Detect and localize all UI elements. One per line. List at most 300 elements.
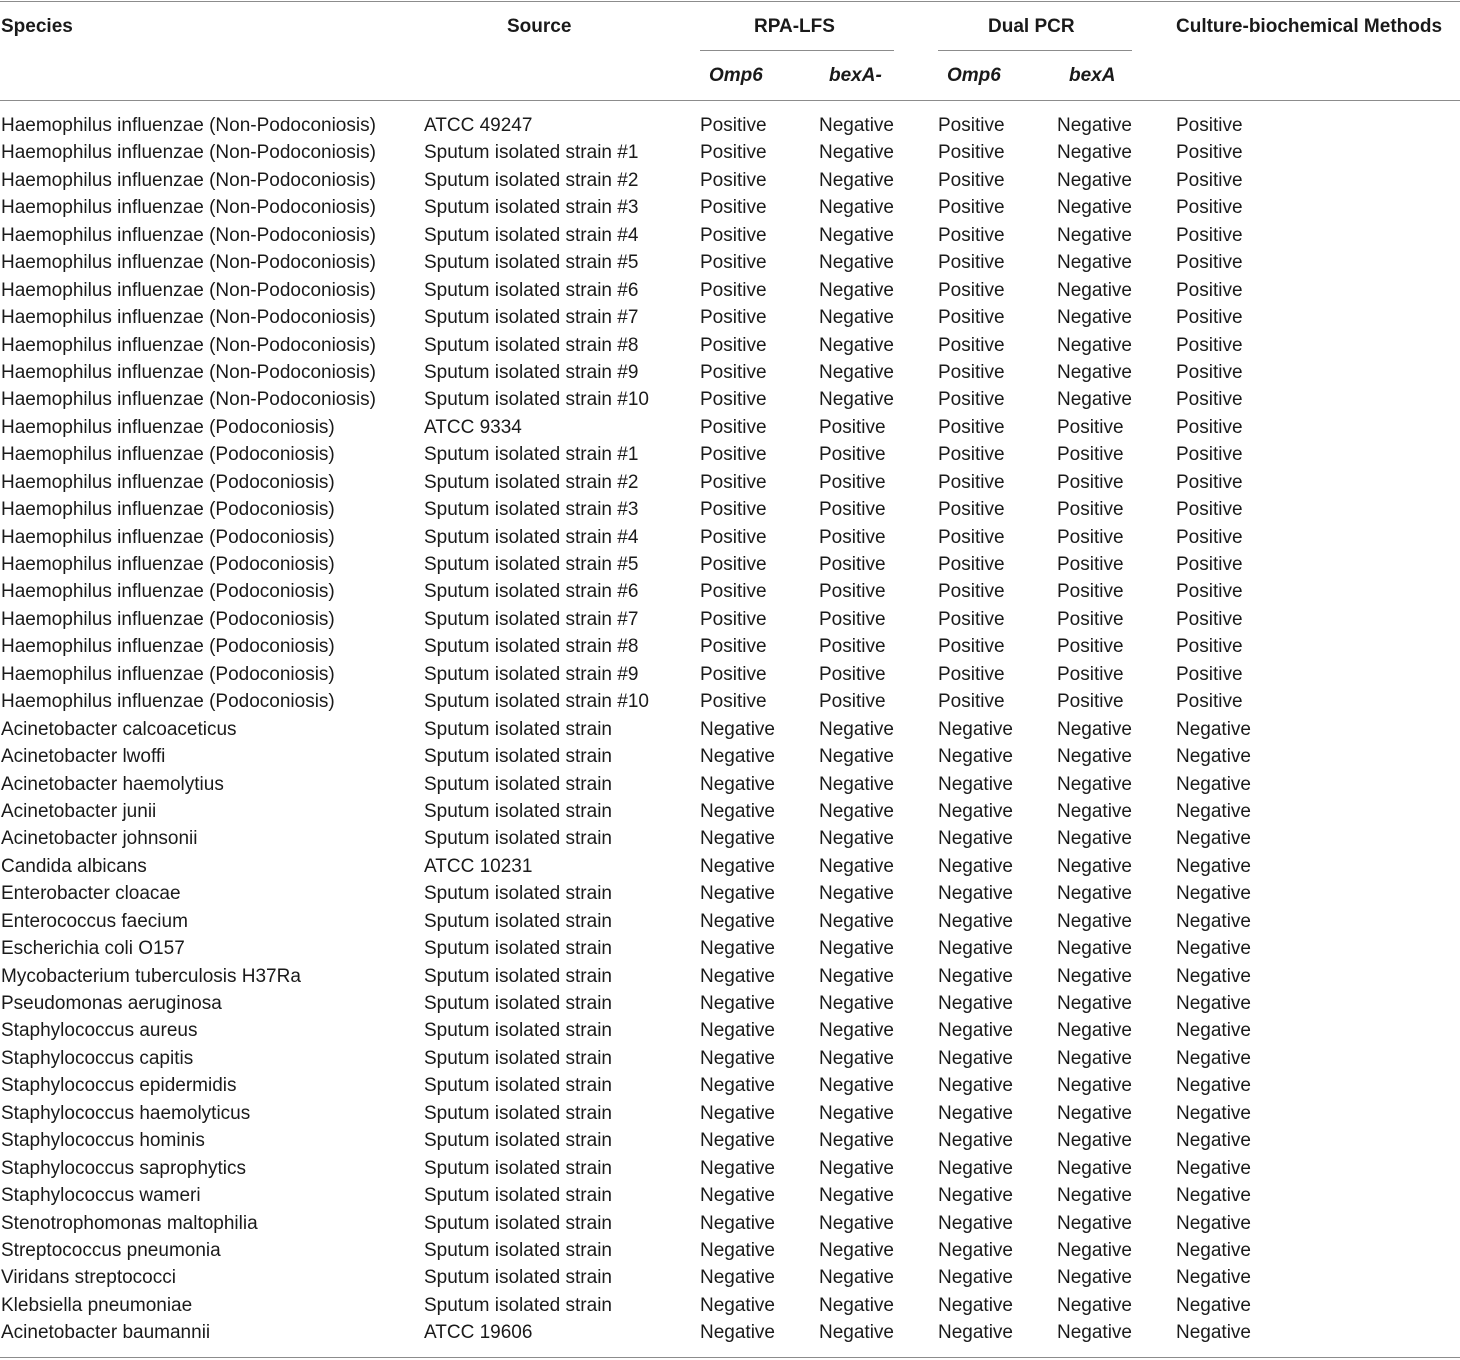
table-row [0, 825, 1460, 852]
cell-source: Sputum isolated strain [424, 746, 612, 768]
cell-rpa-bexa: Negative [819, 1130, 894, 1152]
cell-species: Staphylococcus hominis [1, 1130, 205, 1152]
cell-source: Sputum isolated strain [424, 965, 612, 987]
table-row [0, 1210, 1460, 1237]
cell-pcr-bexa: Negative [1057, 307, 1132, 329]
header-pcr-omp6: Omp6 [947, 65, 1001, 86]
cell-source: Sputum isolated strain #9 [424, 361, 639, 383]
cell-pcr-omp6: Negative [938, 1239, 1013, 1261]
cell-pcr-omp6: Positive [938, 444, 1005, 466]
cell-rpa-omp6: Negative [700, 800, 775, 822]
table-row [0, 386, 1460, 413]
table-row [0, 606, 1460, 633]
cell-pcr-omp6: Positive [938, 197, 1005, 219]
cell-rpa-omp6: Negative [700, 1212, 775, 1234]
cell-rpa-omp6: Positive [700, 224, 767, 246]
cell-species: Enterococcus faecium [1, 910, 188, 932]
cell-rpa-bexa: Positive [819, 499, 886, 521]
cell-pcr-bexa: Positive [1057, 444, 1124, 466]
header-species: Species [1, 16, 73, 37]
cell-rpa-omp6: Negative [700, 1130, 775, 1152]
cell-species: Staphylococcus saprophytics [1, 1157, 247, 1179]
cell-source: Sputum isolated strain #5 [424, 252, 639, 274]
rpa-lfs-group-rule [700, 50, 894, 51]
table-row [0, 935, 1460, 962]
cell-species: Haemophilus influenzae (Podoconiosis) [1, 471, 335, 493]
cell-culture: Negative [1176, 965, 1251, 987]
cell-source: Sputum isolated strain [424, 1267, 612, 1289]
table-row [0, 578, 1460, 605]
cell-rpa-bexa: Positive [819, 526, 886, 548]
cell-rpa-bexa: Negative [819, 279, 894, 301]
cell-pcr-omp6: Negative [938, 1130, 1013, 1152]
cell-species: Haemophilus influenzae (Podoconiosis) [1, 691, 335, 713]
table-row [0, 771, 1460, 798]
cell-species: Streptococcus pneumonia [1, 1239, 221, 1261]
cell-pcr-omp6: Negative [938, 1267, 1013, 1289]
cell-species: Haemophilus influenzae (Non-Podoconiosis) [1, 252, 376, 274]
table-row [0, 524, 1460, 551]
cell-rpa-omp6: Positive [700, 444, 767, 466]
cell-rpa-omp6: Positive [700, 197, 767, 219]
cell-rpa-bexa: Negative [819, 938, 894, 960]
cell-source: Sputum isolated strain #2 [424, 471, 639, 493]
cell-species: Haemophilus influenzae (Non-Podoconiosis) [1, 389, 376, 411]
cell-source: Sputum isolated strain [424, 1020, 612, 1042]
cell-species: Acinetobacter lwoffi [1, 746, 166, 768]
table-row [0, 414, 1460, 441]
cell-species: Haemophilus influenzae (Non-Podoconiosis) [1, 115, 376, 136]
cell-rpa-omp6: Negative [700, 965, 775, 987]
cell-pcr-bexa: Positive [1057, 636, 1124, 658]
cell-culture: Negative [1176, 883, 1251, 905]
cell-culture: Negative [1176, 910, 1251, 932]
cell-pcr-bexa: Negative [1057, 993, 1132, 1014]
cell-rpa-bexa: Negative [819, 1322, 894, 1344]
cell-pcr-bexa: Positive [1057, 526, 1124, 548]
cell-species: Haemophilus influenzae (Non-Podoconiosis) [1, 224, 376, 246]
cell-rpa-bexa: Positive [819, 691, 886, 713]
cell-source: Sputum isolated strain #4 [424, 526, 639, 548]
cell-source: Sputum isolated strain #1 [424, 444, 639, 466]
cell-species: Stenotrophomonas maltophilia [1, 1212, 258, 1234]
cell-rpa-bexa: Negative [819, 1047, 894, 1069]
header-rpa-bexa: bexA- [829, 65, 882, 86]
cell-culture: Positive [1176, 416, 1243, 438]
table-row [0, 1017, 1460, 1044]
cell-pcr-omp6: Negative [938, 1185, 1013, 1207]
cell-source: Sputum isolated strain [424, 1130, 612, 1152]
cell-source: Sputum isolated strain #6 [424, 581, 639, 603]
cell-source: Sputum isolated strain [424, 1075, 612, 1097]
table-row [0, 304, 1460, 331]
cell-source: Sputum isolated strain [424, 910, 612, 932]
table-row [0, 1155, 1460, 1182]
cell-pcr-omp6: Negative [938, 1102, 1013, 1124]
cell-source: Sputum isolated strain [424, 1294, 612, 1316]
cell-pcr-bexa: Negative [1057, 1185, 1132, 1207]
cell-pcr-omp6: Positive [938, 499, 1005, 521]
header-dual-pcr: Dual PCR [988, 16, 1075, 37]
cell-pcr-omp6: Negative [938, 718, 1013, 740]
cell-culture: Positive [1176, 142, 1243, 164]
cell-pcr-bexa: Negative [1057, 1130, 1132, 1152]
table-header-rule [0, 100, 1460, 101]
cell-rpa-omp6: Negative [700, 828, 775, 850]
cell-species: Pseudomonas aeruginosa [1, 993, 222, 1014]
cell-rpa-bexa: Negative [819, 993, 894, 1014]
cell-rpa-bexa: Negative [819, 1294, 894, 1316]
cell-pcr-omp6: Positive [938, 608, 1005, 630]
cell-pcr-bexa: Positive [1057, 581, 1124, 603]
header-pcr-bexa: bexA [1069, 65, 1116, 86]
table-row [0, 688, 1460, 715]
cell-pcr-omp6: Negative [938, 1047, 1013, 1069]
cell-rpa-omp6: Negative [700, 1157, 775, 1179]
cell-species: Haemophilus influenzae (Podoconiosis) [1, 636, 335, 658]
cell-pcr-omp6: Negative [938, 1294, 1013, 1316]
cell-culture: Negative [1176, 1075, 1251, 1097]
cell-species: Staphylococcus epidermidis [1, 1075, 237, 1097]
cell-species: Haemophilus influenzae (Podoconiosis) [1, 499, 335, 521]
cell-culture: Negative [1176, 993, 1251, 1014]
cell-culture: Positive [1176, 252, 1243, 274]
cell-pcr-bexa: Negative [1057, 334, 1132, 356]
cell-species: Staphylococcus aureus [1, 1020, 198, 1042]
cell-rpa-bexa: Negative [819, 334, 894, 356]
cell-pcr-bexa: Negative [1057, 1020, 1132, 1042]
table-row [0, 853, 1460, 880]
cell-pcr-omp6: Negative [938, 828, 1013, 850]
cell-culture: Positive [1176, 471, 1243, 493]
cell-species: Candida albicans [1, 855, 147, 877]
dual-pcr-group-rule [938, 50, 1132, 51]
cell-rpa-bexa: Negative [819, 142, 894, 164]
cell-species: Acinetobacter johnsonii [1, 828, 198, 850]
cell-rpa-omp6: Positive [700, 389, 767, 411]
cell-pcr-omp6: Negative [938, 773, 1013, 795]
cell-pcr-bexa: Negative [1057, 142, 1132, 164]
cell-rpa-omp6: Negative [700, 1267, 775, 1289]
cell-source: Sputum isolated strain [424, 1102, 612, 1124]
cell-species: Acinetobacter haemolytius [1, 773, 224, 795]
cell-rpa-bexa: Negative [819, 965, 894, 987]
table-row [0, 1292, 1460, 1319]
cell-culture: Positive [1176, 307, 1243, 329]
cell-pcr-bexa: Negative [1057, 1239, 1132, 1261]
cell-rpa-bexa: Negative [819, 1239, 894, 1261]
cell-pcr-omp6: Positive [938, 581, 1005, 603]
cell-species: Acinetobacter baumannii [1, 1322, 211, 1344]
table-row [0, 963, 1460, 990]
cell-species: Viridans streptococci [1, 1267, 176, 1289]
cell-pcr-bexa: Negative [1057, 1075, 1132, 1097]
cell-source: Sputum isolated strain #3 [424, 197, 639, 219]
cell-pcr-omp6: Positive [938, 169, 1005, 191]
cell-pcr-omp6: Negative [938, 938, 1013, 960]
header-source: Source [507, 16, 572, 37]
header-rpa-omp6: Omp6 [709, 65, 763, 86]
cell-rpa-omp6: Positive [700, 252, 767, 274]
cell-pcr-omp6: Positive [938, 115, 1005, 136]
table-row [0, 1127, 1460, 1154]
cell-rpa-bexa: Negative [819, 1157, 894, 1179]
cell-species: Haemophilus influenzae (Podoconiosis) [1, 526, 335, 548]
table-row [0, 1264, 1460, 1291]
cell-culture: Positive [1176, 608, 1243, 630]
header-rpa-lfs: RPA-LFS [754, 16, 835, 37]
cell-pcr-omp6: Positive [938, 416, 1005, 438]
cell-rpa-omp6: Positive [700, 361, 767, 383]
cell-rpa-omp6: Negative [700, 855, 775, 877]
cell-pcr-bexa: Negative [1057, 883, 1132, 905]
cell-culture: Negative [1176, 1020, 1251, 1042]
cell-pcr-bexa: Negative [1057, 1047, 1132, 1069]
cell-pcr-omp6: Positive [938, 142, 1005, 164]
cell-species: Haemophilus influenzae (Non-Podoconiosis) [1, 307, 376, 329]
cell-rpa-bexa: Negative [819, 224, 894, 246]
cell-source: Sputum isolated strain #10 [424, 389, 649, 411]
cell-culture: Positive [1176, 444, 1243, 466]
cell-source: Sputum isolated strain [424, 828, 612, 850]
cell-source: Sputum isolated strain #6 [424, 279, 639, 301]
cell-rpa-bexa: Negative [819, 1020, 894, 1042]
cell-rpa-omp6: Positive [700, 691, 767, 713]
cell-source: Sputum isolated strain [424, 1212, 612, 1234]
cell-pcr-bexa: Negative [1057, 1212, 1132, 1234]
cell-species: Mycobacterium tuberculosis H37Ra [1, 965, 301, 987]
cell-rpa-omp6: Negative [700, 746, 775, 768]
cell-pcr-omp6: Negative [938, 1322, 1013, 1344]
cell-source: Sputum isolated strain #7 [424, 608, 639, 630]
cell-source: Sputum isolated strain #9 [424, 663, 639, 685]
cell-source: Sputum isolated strain [424, 1185, 612, 1207]
table-row [0, 1319, 1460, 1346]
table-row [0, 880, 1460, 907]
cell-source: Sputum isolated strain [424, 1047, 612, 1069]
cell-rpa-bexa: Negative [819, 773, 894, 795]
cell-rpa-omp6: Positive [700, 526, 767, 548]
cell-culture: Negative [1176, 773, 1251, 795]
cell-pcr-omp6: Negative [938, 855, 1013, 877]
cell-pcr-bexa: Negative [1057, 1294, 1132, 1316]
cell-culture: Negative [1176, 855, 1251, 877]
cell-source: ATCC 49247 [424, 115, 533, 136]
cell-pcr-bexa: Positive [1057, 663, 1124, 685]
cell-culture: Negative [1176, 1322, 1251, 1344]
cell-pcr-bexa: Negative [1057, 169, 1132, 191]
cell-pcr-bexa: Negative [1057, 115, 1132, 136]
table-row [0, 633, 1460, 660]
cell-species: Haemophilus influenzae (Podoconiosis) [1, 581, 335, 603]
cell-pcr-bexa: Negative [1057, 773, 1132, 795]
table-row [0, 798, 1460, 825]
cell-species: Haemophilus influenzae (Podoconiosis) [1, 416, 335, 438]
table-row [0, 990, 1460, 1017]
cell-pcr-omp6: Negative [938, 910, 1013, 932]
cell-culture: Negative [1176, 1185, 1251, 1207]
cell-species: Escherichia coli O157 [1, 938, 185, 960]
cell-pcr-bexa: Negative [1057, 938, 1132, 960]
cell-pcr-omp6: Positive [938, 307, 1005, 329]
cell-pcr-bexa: Positive [1057, 499, 1124, 521]
cell-rpa-bexa: Negative [819, 252, 894, 274]
cell-rpa-bexa: Positive [819, 554, 886, 575]
cell-culture: Negative [1176, 1047, 1251, 1069]
cell-source: ATCC 10231 [424, 855, 533, 877]
cell-source: Sputum isolated strain #8 [424, 636, 639, 658]
cell-rpa-omp6: Positive [700, 663, 767, 685]
table-row [0, 277, 1460, 304]
cell-species: Staphylococcus haemolyticus [1, 1102, 251, 1124]
cell-source: Sputum isolated strain #1 [424, 142, 639, 164]
cell-pcr-omp6: Positive [938, 471, 1005, 493]
cell-rpa-bexa: Negative [819, 1212, 894, 1234]
cell-source: Sputum isolated strain #4 [424, 224, 639, 246]
cell-species: Enterobacter cloacae [1, 883, 181, 905]
table-top-rule [0, 1, 1460, 2]
cell-pcr-bexa: Negative [1057, 910, 1132, 932]
cell-species: Haemophilus influenzae (Non-Podoconiosis) [1, 169, 376, 191]
cell-pcr-omp6: Positive [938, 554, 1005, 575]
cell-rpa-bexa: Negative [819, 800, 894, 822]
cell-species: Staphylococcus capitis [1, 1047, 194, 1069]
cell-rpa-omp6: Negative [700, 1047, 775, 1069]
cell-species: Haemophilus influenzae (Non-Podoconiosis) [1, 197, 376, 219]
cell-rpa-bexa: Negative [819, 1185, 894, 1207]
table-row [0, 1182, 1460, 1209]
cell-pcr-omp6: Positive [938, 389, 1005, 411]
cell-source: Sputum isolated strain [424, 938, 612, 960]
table-row [0, 1072, 1460, 1099]
cell-species: Acinetobacter calcoaceticus [1, 718, 237, 740]
cell-rpa-omp6: Negative [700, 993, 775, 1014]
cell-rpa-bexa: Negative [819, 1075, 894, 1097]
cell-culture: Positive [1176, 663, 1243, 685]
cell-source: Sputum isolated strain #2 [424, 169, 639, 191]
table-row [0, 167, 1460, 194]
cell-rpa-omp6: Positive [700, 471, 767, 493]
table-row [0, 1045, 1460, 1072]
cell-pcr-bexa: Negative [1057, 1157, 1132, 1179]
cell-rpa-omp6: Positive [700, 334, 767, 356]
cell-source: Sputum isolated strain [424, 1239, 612, 1261]
table-row [0, 551, 1460, 578]
cell-rpa-omp6: Positive [700, 608, 767, 630]
cell-culture: Positive [1176, 197, 1243, 219]
cell-pcr-omp6: Positive [938, 279, 1005, 301]
cell-species: Haemophilus influenzae (Non-Podoconiosis) [1, 279, 376, 301]
cell-source: Sputum isolated strain [424, 773, 612, 795]
cell-source: ATCC 9334 [424, 416, 522, 438]
cell-source: Sputum isolated strain [424, 883, 612, 905]
cell-pcr-omp6: Positive [938, 224, 1005, 246]
table-row [0, 332, 1460, 359]
cell-rpa-bexa: Negative [819, 361, 894, 383]
cell-pcr-bexa: Negative [1057, 1102, 1132, 1124]
cell-rpa-omp6: Positive [700, 279, 767, 301]
cell-species: Haemophilus influenzae (Podoconiosis) [1, 554, 335, 575]
cell-source: Sputum isolated strain #3 [424, 499, 639, 521]
cell-culture: Negative [1176, 1102, 1251, 1124]
cell-culture: Negative [1176, 1239, 1251, 1261]
cell-species: Haemophilus influenzae (Non-Podoconiosis) [1, 142, 376, 164]
cell-pcr-omp6: Positive [938, 691, 1005, 713]
cell-culture: Positive [1176, 224, 1243, 246]
cell-source: Sputum isolated strain #8 [424, 334, 639, 356]
cell-species: Haemophilus influenzae (Non-Podoconiosis) [1, 334, 376, 356]
cell-rpa-bexa: Positive [819, 608, 886, 630]
table-row [0, 469, 1460, 496]
cell-species: Klebsiella pneumoniae [1, 1294, 193, 1316]
cell-rpa-omp6: Negative [700, 1322, 775, 1344]
table-row [0, 908, 1460, 935]
cell-rpa-bexa: Negative [819, 307, 894, 329]
cell-source: Sputum isolated strain #7 [424, 307, 639, 329]
cell-rpa-omp6: Negative [700, 718, 775, 740]
table-row [0, 743, 1460, 770]
cell-culture: Positive [1176, 636, 1243, 658]
table-row [0, 1100, 1460, 1127]
cell-rpa-bexa: Positive [819, 444, 886, 466]
cell-pcr-bexa: Negative [1057, 718, 1132, 740]
cell-culture: Positive [1176, 389, 1243, 411]
cell-rpa-omp6: Positive [700, 115, 767, 136]
cell-culture: Negative [1176, 800, 1251, 822]
cell-rpa-omp6: Positive [700, 169, 767, 191]
table-row [0, 496, 1460, 523]
cell-culture: Negative [1176, 1267, 1251, 1289]
table-row [0, 112, 1460, 139]
table-row [0, 249, 1460, 276]
cell-pcr-omp6: Positive [938, 526, 1005, 548]
cell-rpa-bexa: Negative [819, 828, 894, 850]
cell-culture: Positive [1176, 691, 1243, 713]
cell-pcr-omp6: Positive [938, 334, 1005, 356]
cell-species: Acinetobacter junii [1, 800, 157, 822]
cell-pcr-omp6: Positive [938, 252, 1005, 274]
cell-rpa-omp6: Negative [700, 910, 775, 932]
cell-source: Sputum isolated strain [424, 1157, 612, 1179]
cell-culture: Negative [1176, 718, 1251, 740]
cell-rpa-omp6: Positive [700, 554, 767, 575]
cell-pcr-omp6: Negative [938, 1157, 1013, 1179]
cell-rpa-bexa: Positive [819, 416, 886, 438]
cell-pcr-omp6: Positive [938, 636, 1005, 658]
cell-pcr-omp6: Negative [938, 1212, 1013, 1234]
cell-pcr-bexa: Negative [1057, 965, 1132, 987]
cell-pcr-omp6: Positive [938, 361, 1005, 383]
cell-rpa-bexa: Negative [819, 1102, 894, 1124]
cell-rpa-omp6: Positive [700, 416, 767, 438]
cell-rpa-omp6: Negative [700, 883, 775, 905]
cell-culture: Negative [1176, 1294, 1251, 1316]
cell-rpa-bexa: Negative [819, 1267, 894, 1289]
cell-pcr-bexa: Negative [1057, 252, 1132, 274]
cell-pcr-bexa: Negative [1057, 855, 1132, 877]
cell-pcr-omp6: Negative [938, 1020, 1013, 1042]
cell-pcr-omp6: Negative [938, 993, 1013, 1014]
cell-pcr-bexa: Negative [1057, 279, 1132, 301]
cell-pcr-bexa: Negative [1057, 828, 1132, 850]
table-row [0, 441, 1460, 468]
cell-pcr-bexa: Negative [1057, 746, 1132, 768]
cell-pcr-bexa: Negative [1057, 224, 1132, 246]
cell-pcr-omp6: Negative [938, 746, 1013, 768]
cell-rpa-omp6: Positive [700, 581, 767, 603]
cell-rpa-omp6: Negative [700, 1020, 775, 1042]
cell-rpa-bexa: Negative [819, 169, 894, 191]
